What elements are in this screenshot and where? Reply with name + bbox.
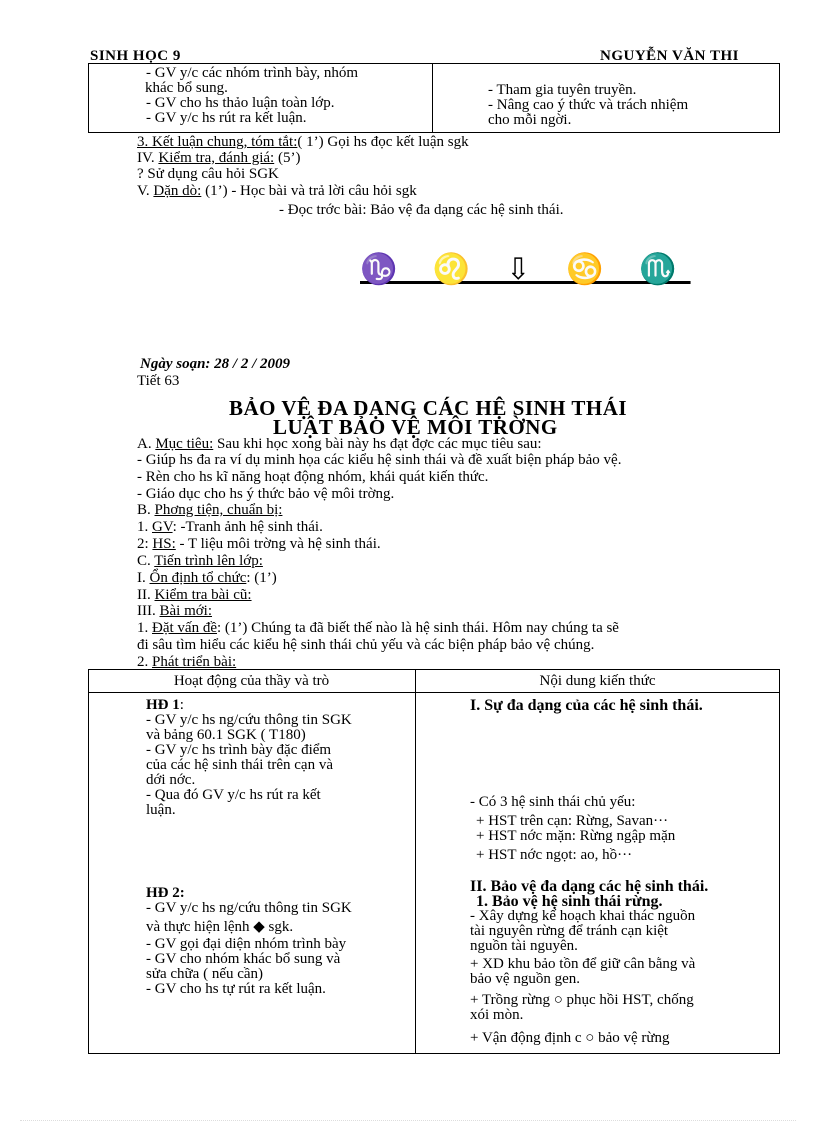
header-subject: SINH HỌC 9 [90,48,181,64]
activity-1-line-2: và bảng 60.1 SGK ( T180) [146,727,306,743]
means-hs-line [137,537,381,552]
objective-item-2: - Rèn cho hs kĩ năng hoạt động nhóm, khái quát kiến thức. [137,469,489,485]
review-prefix: II. [137,587,151,603]
activity-2-line-2: và thực hiện lệnh ◆ sgk. [146,919,294,935]
evaluation-time: (5’) [277,150,301,166]
activity-2 [146,886,406,997]
col-header-content: Nội dung kiến thức [539,673,656,689]
content-1-line-1: - Có 3 hệ sinh thái chủ yếu: [470,794,636,810]
col-header-activities: Hoạt động của thầy và trò [173,673,330,689]
organization-label: Ổn định tổ chức [149,570,247,586]
activity-1-line-4: của các hệ sinh thái trên cạn và [146,757,333,773]
homework-text: (1’) - Học bài và trả lời câu hỏi sgk [205,183,417,199]
lesson-number: Tiết 63 [137,373,180,389]
review-line [137,588,252,603]
activity-1-line-6: - Qua đó GV y/c hs rút ra kết [146,787,321,803]
top-right-line-1: - Tham gia tuyên truyền. [488,82,637,98]
development-line [137,655,236,670]
activity-2-line-1: - GV y/c hs ng/cứu thông tin SGK [146,900,352,916]
conclusion-line [137,135,469,150]
activity-2-line-5: sửa chữa ( nếu cần) [146,966,264,982]
main-table-header-line [88,692,780,693]
evaluation-line [137,151,300,166]
means-hs-label: HS: [152,536,176,552]
means-hs-prefix: 2: [137,536,149,552]
main-table-bottom-line [88,1053,780,1054]
activity-1-colon: : [179,697,184,713]
top-table-left-cell [146,66,424,126]
content-1-heading: I. Sự đa dạng của các hệ sinh thái. [470,697,703,714]
content-1-line-3: + HST nớc mặn: Rừng ngập mặn [476,828,676,844]
evaluation-label: Kiểm tra, đánh giá: [158,150,275,166]
homework-prefix: V. [137,183,150,199]
conclusion-label: 3. Kết luận chung, tóm tắt: [137,134,298,150]
top-left-line-1: - GV y/c các nhóm trình bày, nhóm [146,65,359,81]
question-line: ? Sử dụng câu hỏi SGK [137,166,279,182]
top-right-line-2: - Nâng cao ý thức và trách nhiệm [488,97,689,113]
means-line [137,503,282,518]
new-lesson-label: Bài mới: [159,603,213,619]
top-left-line-2: khác bổ sung. [145,80,228,96]
activity-2-line-6: - GV cho hs tự rút ra kết luận. [146,981,326,997]
means-label: Phơng tiện, chuẩn bị: [154,502,283,518]
intro-line [137,621,619,636]
decorative-zodiac-symbols: ♑ ♌ ⇩ ♋ ♏ [360,253,691,286]
means-gv-prefix: 1. [137,519,149,535]
new-lesson-line [137,604,212,619]
content-2-line-3: nguồn tài nguyên. [470,938,578,954]
objective-item-3: - Giáo dục cho hs ý thức bảo vệ môi trờng. [137,486,395,502]
content-2 [470,879,775,1046]
objectives-label: Mục tiêu: [155,436,214,452]
content-2-line-8: + Vận động định c ○ bảo vệ rừng [470,1030,670,1046]
new-lesson-prefix: III. [137,603,156,619]
activity-1-line-5: dới nớc. [146,772,196,788]
content-1-line-2: + HST trên cạn: Rừng, Savan··· [476,813,669,829]
activity-1-line-1: - GV y/c hs ng/cứu thông tin SGK [146,712,352,728]
objectives-prefix: A. [137,436,152,452]
intro-line-2: đi sâu tìm hiểu các kiểu hệ sinh thái chủ yếu và các biện pháp bảo vệ chúng. [137,637,595,653]
content-2-line-4: + XD khu bảo tồn để giữ cân bằng và [470,956,696,972]
lesson-title-1: BẢO VỆ ĐA DẠNG CÁC HỆ SINH THÁI [229,396,628,420]
objectives-line [137,437,542,452]
process-line [137,554,263,569]
activity-2-title: HĐ 2: [146,885,185,901]
top-table-divider [432,63,433,132]
development-label: Phát triển bài: [152,654,237,670]
process-label: Tiến trình lên lớp: [154,553,263,569]
activity-1-title [146,698,406,713]
top-left-line-3: - GV cho hs thảo luận toàn lớp. [146,95,335,111]
content-2-heading: II. Bảo vệ đa dạng các hệ sinh thái. [470,878,709,895]
means-hs-text: - T liệu môi trờng và hệ sinh thái. [179,536,381,552]
organization-prefix: I. [137,570,146,586]
development-prefix: 2. [137,654,149,670]
intro-label: Đặt vấn đề [152,620,217,636]
page-bottom-rule [20,1120,796,1121]
process-prefix: C. [137,553,151,569]
content-2-line-2: tài nguyên rừng để tránh cạn kiệt [470,923,669,939]
organization-line [137,571,277,586]
activity-2-line-3: - GV gọi đại diện nhóm trình bày [146,936,347,952]
header-author: NGUYỄN VĂN THI [600,48,739,64]
top-left-line-4: - GV y/c hs rút ra kết luận. [146,110,307,126]
review-label: Kiểm tra bài cũ: [154,587,252,603]
means-gv-line [137,520,323,535]
content-2-line-1: - Xây dựng kế hoạch khai thác nguồn [470,908,696,924]
objectives-text: Sau khi học xong bài này hs đạt đợc các mục tiêu sau: [217,436,542,452]
intro-text: : (1’) Chúng ta đã biết thế nào là hệ sinh thái. Hôm nay chúng ta sẽ [216,620,619,636]
objective-item-1: - Giúp hs đa ra ví dụ minh họa các kiểu hệ sinh thái và đề xuất biện pháp bảo vệ. [137,452,622,468]
activity-2-line-4: - GV cho nhóm khác bổ sung và [146,951,341,967]
content-2-subheading: 1. Bảo vệ hệ sinh thái rừng. [476,893,663,910]
top-table-right-cell [488,83,773,128]
main-table-divider [415,669,416,1054]
content-2-line-6: + Trồng rừng ○ phục hồi HST, chống [470,992,694,1008]
content-2-line-7: xói mòn. [470,1007,524,1023]
activity-1 [146,698,406,818]
means-gv-text: : -Tranh ảnh hệ sinh thái. [172,519,323,535]
activity-1-label: HĐ 1 [146,697,180,713]
conclusion-text: ( 1’) Gọi hs đọc kết luận sgk [297,134,469,150]
top-right-line-3: cho mỗi ngời. [488,112,572,128]
homework-label: Dặn dò: [153,183,202,199]
organization-time: : (1’) [246,570,277,586]
preparation-date: Ngày soạn: 28 / 2 / 2009 [140,356,290,372]
intro-prefix: 1. [137,620,149,636]
content-1-line-4: + HST nớc ngọt: ao, hồ··· [476,847,633,863]
evaluation-prefix: IV. [137,150,155,166]
means-gv-label: GV [152,519,173,535]
homework-line-2: - Đọc trớc bài: Bảo vệ đa dạng các hệ sinh thái. [279,202,564,218]
activity-1-line-3: - GV y/c hs trình bày đặc điểm [146,742,332,758]
homework-line [137,184,417,199]
content-1-list [470,795,675,863]
content-2-line-5: bảo vệ nguồn gen. [470,971,580,987]
means-prefix: B. [137,502,151,518]
activity-1-line-7: luận. [146,802,176,818]
lesson-title-2: LUẬT BẢO VỆ MÔI TRỜNG [273,415,558,439]
